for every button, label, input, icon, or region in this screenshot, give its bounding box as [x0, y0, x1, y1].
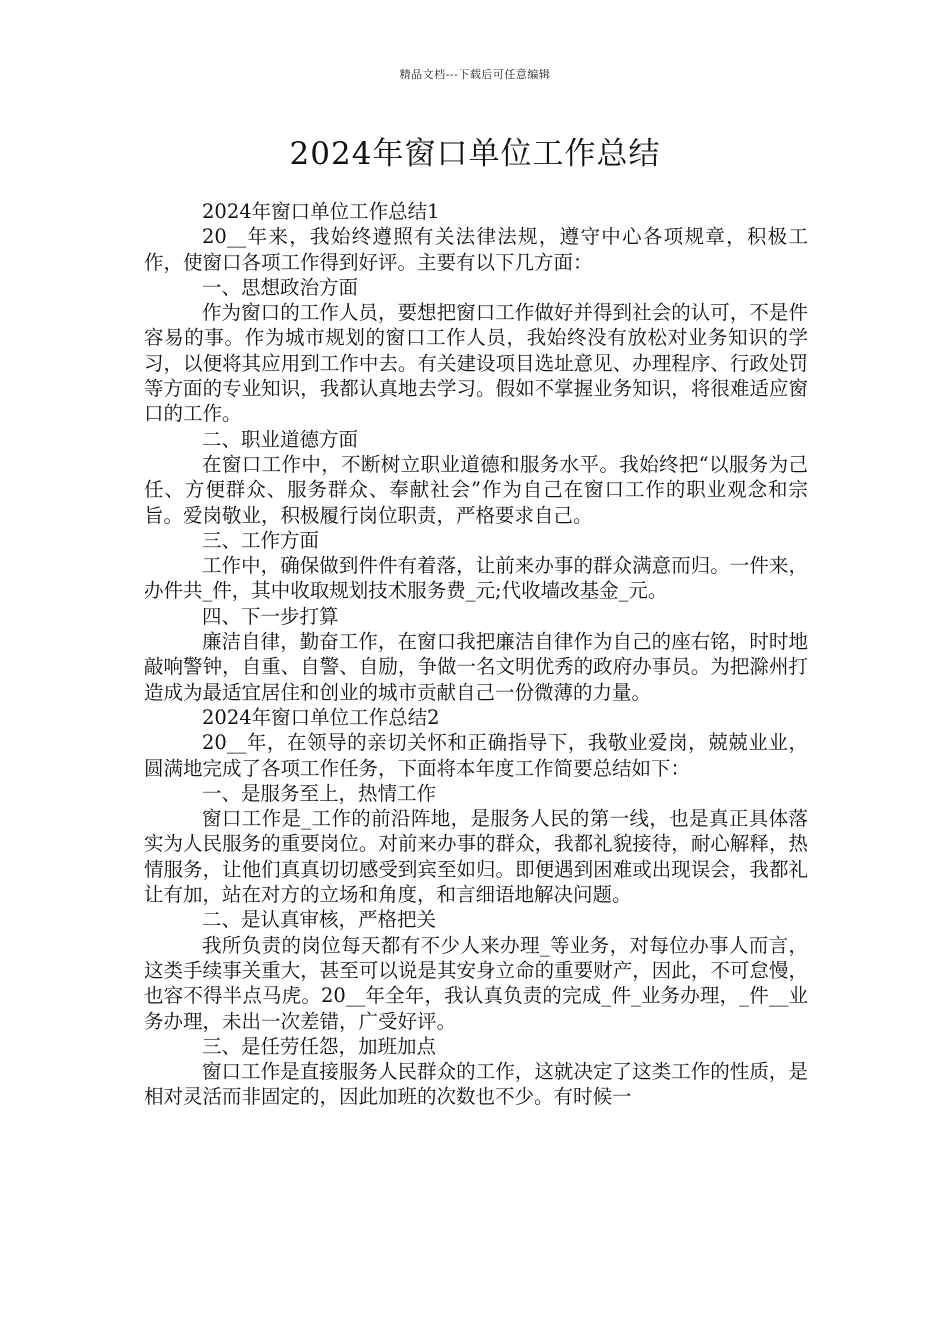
paragraph: 廉洁自律，勤奋工作，在窗口我把廉洁自律作为自己的座右铭，时时地敲响警钟，自重、自警、自励，争做一名文明优秀的政府办事员。为把滁州打造成为最适宜居住和创业的城市贡献自己一份微薄的力量。: [144, 630, 808, 704]
document-body: [144, 199, 808, 1110]
subheading: 三、是任劳任怨，加班加点: [202, 1034, 437, 1058]
paragraph: 工作中，确保做到件件有着落，让前来办事的群众满意而归。一件来，办件共_件，其中收取规划技术服务费_元;代收墙改基金_元。: [144, 554, 808, 603]
subheading: 三、工作方面: [202, 528, 320, 552]
paragraph: 窗口工作是直接服务人民群众的工作，这就决定了这类工作的性质，是相对灵活而非固定的，因此加班的次数也不少。有时候一: [144, 1060, 808, 1109]
document-title: 2024年窗口单位工作总结: [289, 136, 661, 172]
subheading: 二、职业道德方面: [202, 427, 359, 451]
subheading: 一、是服务至上，热情工作: [202, 781, 437, 805]
paragraph: 20__年来，我始终遵照有关法律法规，遵守中心各项规章，积极工作，使窗口各项工作得到好评。主要有以下几方面：: [144, 225, 808, 274]
section-heading-2: 2024年窗口单位工作总结2: [202, 705, 440, 729]
paragraph: 窗口工作是_工作的前沿阵地，是服务人民的第一线，也是真正具体落实为人民服务的重要岗位。对前来办事的群众，我都礼貌接待，耐心解释，热情服务，让他们真真切切感受到宾至如归。即便遇到困难或出现误会，我都礼让有加，站在对方的立场和角度，和言细语地解决问题。: [144, 807, 808, 907]
paragraph: 我所负责的岗位每天都有不少人来办理_等业务，对每位办事人而言，这类手续事关重大，甚至可以说是其安身立命的重要财产，因此，不可怠慢，也容不得半点马虎。20__年全年，我认真负责的完成_件_业务办理，_件__业务办理，未出一次差错，广受好评。: [144, 933, 808, 1033]
section-heading-1: 2024年窗口单位工作总结1: [202, 200, 440, 223]
paragraph: 20__年，在领导的亲切关怀和正确指导下，我敬业爱岗，兢兢业业，圆满地完成了各项工作任务，下面将本年度工作简要总结如下：: [144, 731, 808, 780]
paragraph: 作为窗口的工作人员，要想把窗口工作做好并得到社会的认可，不是件容易的事。作为城市规划的窗口工作人员，我始终没有放松对业务知识的学习，以便将其应用到工作中去。有关建设项目选址意见、办理程序、行政处罚等方面的专业知识，我都认真地去学习。假如不掌握业务知识，将很难适应窗口的工作。: [144, 301, 808, 426]
subheading: 一、思想政治方面: [202, 275, 359, 299]
subheading: 四、下一步打算: [202, 604, 339, 628]
header-note: 精品文档---下载后可任意编辑: [399, 68, 551, 81]
paragraph: 在窗口工作中，不断树立职业道德和服务水平。我始终把“以服务为己任、方便群众、服务群众、奉献社会”作为自己在窗口工作的职业观念和宗旨。爱岗敬业，积极履行岗位职责，严格要求自己。: [144, 452, 808, 527]
subheading: 二、是认真审核，严格把关: [202, 908, 437, 932]
